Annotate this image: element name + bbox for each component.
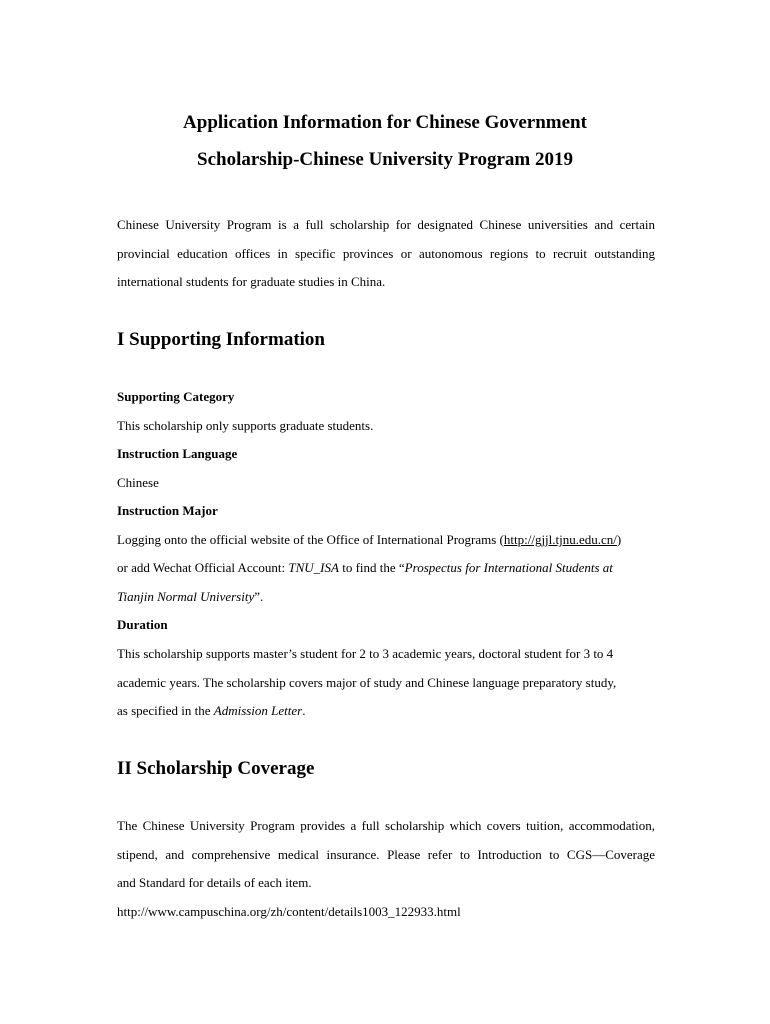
- instruction-major-line-2: [117, 560, 613, 576]
- office-website-link[interactable]: http://gjjl.tjnu.edu.cn/: [503, 532, 617, 547]
- major-line-3-close: ”.: [254, 589, 264, 604]
- duration-line-1: This scholarship supports master’s student for 2 to 3 academic years, doctoral student for 3 to 4: [117, 646, 614, 661]
- duration-label: Duration: [117, 617, 168, 632]
- supporting-category-label: Supporting Category: [117, 389, 235, 404]
- coverage-line-3: and Standard for details of each item.: [117, 875, 312, 890]
- supporting-category-text: This scholarship only supports graduate students.: [117, 418, 374, 433]
- major-line-2-mid: to find the “: [338, 560, 405, 575]
- instruction-language-text: Chinese: [117, 475, 159, 490]
- coverage-line-1: The Chinese University Program provides a full scholarship which covers tuition, accommodation,: [117, 818, 655, 833]
- major-line-1-text: Logging onto the official website of the Office of International Programs (: [117, 532, 504, 547]
- admission-letter-title: Admission Letter: [213, 703, 303, 718]
- duration-line-3: [117, 703, 305, 719]
- section-2-heading: II Scholarship Coverage: [117, 758, 315, 779]
- duration-line-3-text: as specified in the: [117, 703, 214, 718]
- intro-line-1: Chinese University Program is a full scholarship for designated Chinese universities and certain: [117, 217, 655, 232]
- instruction-major-label: Instruction Major: [117, 503, 218, 518]
- instruction-language-label: Instruction Language: [117, 446, 238, 461]
- major-line-1-close: ): [616, 532, 622, 547]
- intro-line-2: provincial education offices in specific provinces or autonomous regions to recruit outstanding: [117, 246, 655, 261]
- major-line-2-text: or add Wechat Official Account:: [117, 560, 289, 575]
- coverage-url[interactable]: http://www.campuschina.org/zh/content/details1003_122933.html: [117, 904, 461, 919]
- document-title-line-2: Scholarship-Chinese University Program 2019: [197, 149, 573, 170]
- coverage-line-2: stipend, and comprehensive medical insurance. Please refer to Introduction to CGS—Coverage: [117, 847, 655, 862]
- prospectus-title-part-1: Prospectus for International Students at: [404, 560, 613, 575]
- instruction-major-line-3: [117, 589, 263, 605]
- section-1-heading: I Supporting Information: [117, 329, 325, 350]
- prospectus-title-part-2: Tianjin Normal University: [117, 589, 255, 604]
- duration-line-2: academic years. The scholarship covers major of study and Chinese language preparatory study,: [117, 675, 617, 690]
- intro-line-3: international students for graduate studies in China.: [117, 274, 386, 289]
- duration-line-3-end: .: [302, 703, 306, 718]
- wechat-account: TNU_ISA: [288, 560, 339, 575]
- instruction-major-line-1: [117, 532, 621, 548]
- document-title-line-1: Application Information for Chinese Government: [183, 112, 587, 133]
